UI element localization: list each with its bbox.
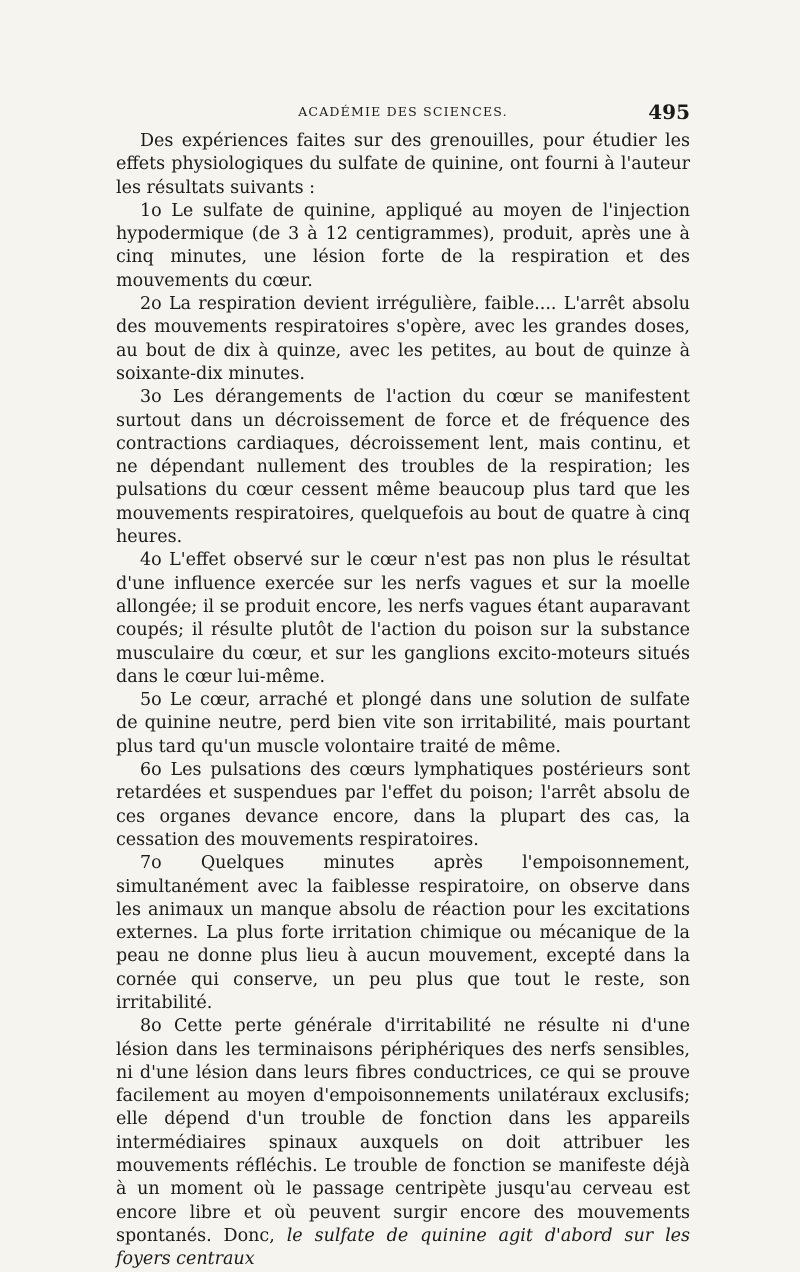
page-number: 495 (648, 100, 690, 124)
paragraph-item-8-text: 8o Cette perte générale d'irritabilité ne résulte ni d'une lésion dans les terminaisons périphériques des nerfs sensibles, ni d'une lésion dans leurs fibres conductrices, ce qui se prouve facilement au moyen d'empoisonnements unilatéraux exclusifs; elle dépend d'un trouble de fonction dans les appareils intermédiaires spinaux auxquels on doit attribuer les mouvements réfléchis. Le trouble de fonction se manifeste déjà à un moment où le passage centripète jusqu'au cerveau est encore libre et où peuvent surgir encore des mouvements spontanés. Donc, (116, 1016, 690, 1246)
paragraph-item-8 (116, 1015, 690, 1271)
paragraph-item-1: 1o Le sulfate de quinine, appliqué au moyen de l'injection hypodermique (de 3 à 12 centigrammes), produit, après une à cinq minutes, une lésion forte de la respiration et des mouvements du cœur. (116, 200, 690, 291)
paragraph-item-8-emphasis: le sulfate de quinine agit d'abord sur les foyers centraux (116, 1225, 691, 1270)
paragraph-item-2: 2o La respiration devient irrégulière, faible.... L'arrêt absolu des mouvements respiratoires s'opère, avec les grandes doses, au bout de dix à quinze, avec les petites, au bout de quinze à soixante-dix minutes. (116, 294, 690, 384)
paragraph-item-5: 5o Le cœur, arraché et plongé dans une solution de sulfate de quinine neutre, perd bien vite son irritabilité, mais pourtant plus tard qu'un muscle volontaire traité de même. (116, 690, 690, 757)
paragraph-item-4: 4o L'effet observé sur le cœur n'est pas non plus le résultat d'une influence exercée sur les nerfs vagues et sur la moelle allongée; il se produit encore, les nerfs vagues étant auparavant coupés; il résulte plutôt de l'action du poison sur la substance musculaire du cœur, et sur les ganglions excito-moteurs situés dans le cœur lui-même. (116, 550, 690, 687)
paragraph-intro: Des expériences faites sur des grenouilles, pour étudier les effets physiologiques du sulfate de quinine, ont fourni à l'auteur les résultats suivants : (116, 131, 690, 198)
paragraph-item-7: 7o Quelques minutes après l'empoisonnement, simultanément avec la faiblesse respiratoire, on observe dans les animaux un manque absolu de réaction pour les excitations externes. La plus forte irritation chimique ou mécanique de la peau ne donne plus lieu à aucun mouvement, excepté dans la cornée qui conserve, un peu plus que tout le reste, son irritabilité. (116, 853, 690, 1013)
paragraph-item-6: 6o Les pulsations des cœurs lymphatiques postérieurs sont retardées et suspendues par l'effet du poison; l'arrêt absolu de ces organes devance encore, dans la plupart des cas, la cessation des mouvements respiratoires. (116, 760, 690, 850)
body-text (116, 130, 690, 1272)
paragraph-item-3: 3o Les dérangements de l'action du cœur se manifestent surtout dans un décroissement de force et de fréquence des contractions cardiaques, décroissement lent, mais continu, et ne dépendant nullement des troubles de la respiration; les pulsations du cœur cessent même beaucoup plus tard que les mouvements respiratoires, quelquefois au bout de quatre à cinq heures. (116, 387, 690, 548)
running-title: ACADÉMIE DES SCIENCES. (298, 104, 508, 119)
page-header (116, 100, 690, 124)
